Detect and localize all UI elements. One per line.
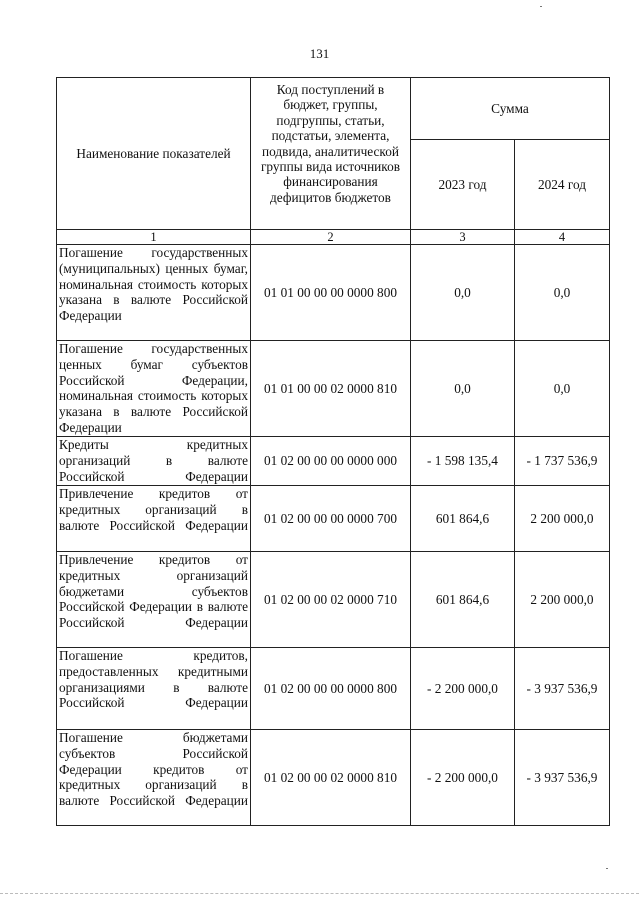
header-year-2023: 2023 год — [411, 140, 515, 230]
page-number: 131 — [309, 46, 330, 61]
row-name: Привлечение кредитов от кредитных организаций бюджетами субъектов Российской Федерации в валюте Российской Федерации — [57, 552, 251, 648]
row-value-2024: - 3 937 536,9 — [515, 648, 610, 730]
table-row — [57, 437, 610, 486]
row-value-2023: 601 864,6 — [411, 486, 515, 552]
row-value-2024: 0,0 — [515, 245, 610, 341]
row-code: 01 02 00 00 00 0000 700 — [251, 486, 411, 552]
row-name: Привлечение кредитов от кредитных организаций в валюте Российской Федерации — [57, 486, 251, 552]
row-code: 01 02 00 00 02 0000 810 — [251, 730, 411, 826]
scan-speck — [606, 868, 608, 869]
column-number-2: 2 — [251, 230, 411, 245]
row-value-2024: 2 200 000,0 — [515, 552, 610, 648]
budget-sources-table — [56, 77, 610, 826]
header-sum: Сумма — [411, 78, 610, 140]
table-row — [57, 648, 610, 730]
row-name: Погашение государственных (муниципальных) ценных бумаг, номинальная стоимость которых указана в валюте Российской Федерации — [57, 245, 251, 341]
row-name: Погашение кредитов, предоставленных кредитными организациями в валюте Российской Федерации — [57, 648, 251, 730]
row-code: 01 02 00 00 00 0000 800 — [251, 648, 411, 730]
header-code: Код поступлений в бюджет, группы, подгруппы, статьи, подстатьи, элемента, подвида, аналитической группы вида источников финансирования дефицитов бюджетов — [251, 78, 411, 230]
row-code: 01 01 00 00 00 0000 800 — [251, 245, 411, 341]
row-value-2024: - 1 737 536,9 — [515, 437, 610, 486]
table-row — [57, 730, 610, 826]
table-row — [57, 486, 610, 552]
column-number-3: 3 — [411, 230, 515, 245]
row-code: 01 01 00 00 02 0000 810 — [251, 341, 411, 437]
row-value-2024: 0,0 — [515, 341, 610, 437]
row-value-2023: - 2 200 000,0 — [411, 648, 515, 730]
column-number-4: 4 — [515, 230, 610, 245]
row-value-2023: 0,0 — [411, 245, 515, 341]
table-row — [57, 341, 610, 437]
row-name: Кредиты кредитных организаций в валюте Российской Федерации — [57, 437, 251, 486]
row-value-2023: - 2 200 000,0 — [411, 730, 515, 826]
header-name: Наименование показателей — [57, 78, 251, 230]
row-name: Погашение бюджетами субъектов Российской Федерации кредитов от кредитных организаций в валюте Российской Федерации — [57, 730, 251, 826]
table-row — [57, 245, 610, 341]
row-value-2023: 601 864,6 — [411, 552, 515, 648]
table-row — [57, 552, 610, 648]
row-value-2023: 0,0 — [411, 341, 515, 437]
row-code: 01 02 00 00 00 0000 000 — [251, 437, 411, 486]
row-value-2024: - 3 937 536,9 — [515, 730, 610, 826]
row-code: 01 02 00 00 02 0000 710 — [251, 552, 411, 648]
scan-edge-line — [0, 893, 639, 894]
row-value-2023: - 1 598 135,4 — [411, 437, 515, 486]
header-year-2024: 2024 год — [515, 140, 610, 230]
scan-speck — [540, 6, 542, 7]
column-number-1: 1 — [57, 230, 251, 245]
row-value-2024: 2 200 000,0 — [515, 486, 610, 552]
row-name: Погашение государственных ценных бумаг субъектов Российской Федерации, номинальная стоимость которых указана в валюте Российской Федерации — [57, 341, 251, 437]
